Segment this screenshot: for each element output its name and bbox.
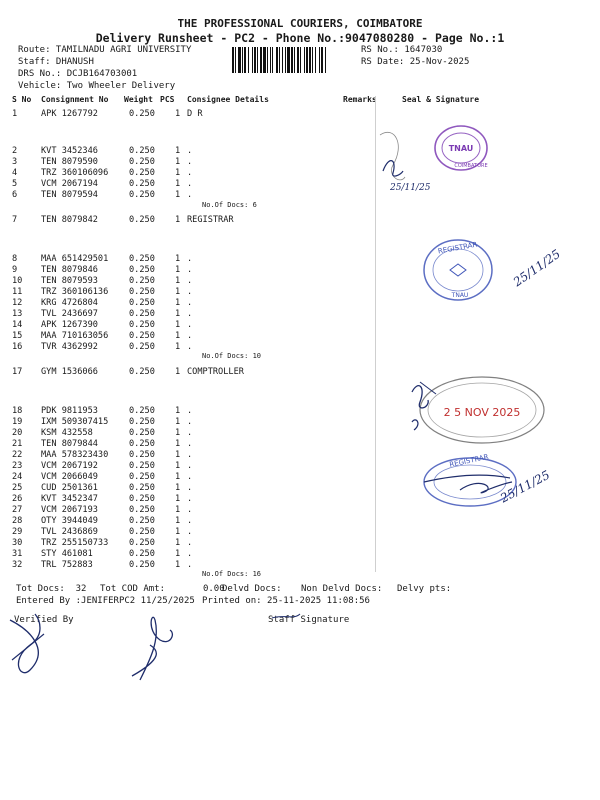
table-row <box>0 367 380 379</box>
sno-cell: 14 <box>12 320 23 330</box>
table-row <box>0 428 380 439</box>
page-subtitle: Delivery Runsheet - PC2 - Phone No.:9047080280 - Page No.:1 <box>95 31 505 45</box>
pcs-cell: 1 <box>175 494 181 504</box>
table-row <box>0 461 380 472</box>
consignment-cell: TRZ 360106096 <box>41 168 109 178</box>
consignment-cell: TEN 8079846 <box>41 265 98 275</box>
sno-cell: 27 <box>12 505 23 515</box>
table-row <box>0 190 380 201</box>
table-row <box>0 549 380 560</box>
stamp-3-ring: REGISTRAR <box>448 452 490 469</box>
barcode-bar <box>297 47 299 73</box>
pcs-cell: 1 <box>175 157 181 167</box>
barcode-bar <box>242 47 243 73</box>
weight-cell: 0.250 <box>129 516 155 526</box>
docs-count: No.Of Docs: 10 <box>202 352 262 360</box>
barcode-bar <box>312 47 313 73</box>
weight-cell: 0.250 <box>129 527 155 537</box>
weight-cell: 0.250 <box>129 406 155 416</box>
pcs-cell: 1 <box>175 298 181 308</box>
pcs-cell: 1 <box>175 516 181 526</box>
consignee-cell: . <box>187 439 193 449</box>
consignee-cell: . <box>187 516 193 526</box>
pcs-cell: 1 <box>175 428 181 438</box>
sno-cell: 23 <box>12 461 23 471</box>
weight-cell: 0.250 <box>129 190 155 200</box>
table-row <box>0 215 380 227</box>
col-pcs: PCS <box>160 95 175 104</box>
signature-2: 25/11/25 <box>510 246 563 290</box>
consignment-cell: TEN 8079844 <box>41 439 98 449</box>
weight-cell: 0.250 <box>129 494 155 504</box>
rs-date: RS Date: 25-Nov-2025 <box>361 57 470 67</box>
consignee-name: D R <box>187 109 203 119</box>
barcode-bar <box>272 47 273 73</box>
delivered-docs: Delvd Docs: <box>222 584 282 594</box>
pcs-cell: 1 <box>175 560 181 570</box>
consignment-cell: CUD 2501361 <box>41 483 98 493</box>
consignee-cell: . <box>187 560 193 570</box>
seal-stamp-2 <box>420 230 570 310</box>
footer-signatures <box>0 600 340 690</box>
sno-cell: 28 <box>12 516 23 526</box>
barcode <box>232 47 356 73</box>
weight-cell: 0.250 <box>129 450 155 460</box>
consignee-cell: . <box>187 254 193 264</box>
consignment-cell: VCM 2067192 <box>41 461 98 471</box>
col-seal: Seal & Signature <box>402 95 480 104</box>
consignee-cell: . <box>187 450 193 460</box>
consignee-cell: . <box>187 190 193 200</box>
barcode-bar <box>244 47 246 73</box>
consignment-cell: TEN 8079593 <box>41 276 98 286</box>
sno-cell: 6 <box>12 190 18 200</box>
sno-cell: 4 <box>12 168 18 178</box>
weight-cell: 0.250 <box>129 331 155 341</box>
consignee-cell: . <box>187 472 193 482</box>
staff-text: Staff: DHANUSH <box>18 57 94 67</box>
barcode-bar <box>294 47 295 73</box>
pcs-cell: 1 <box>175 109 181 119</box>
weight-cell: 0.250 <box>129 461 155 471</box>
pcs-cell: 1 <box>175 439 181 449</box>
pcs-cell: 1 <box>175 450 181 460</box>
route-text: Route: TAMILNADU AGRI UNIVERSITY <box>18 45 192 55</box>
pcs-cell: 1 <box>175 320 181 330</box>
barcode-bar <box>279 47 280 73</box>
table-row <box>0 342 380 353</box>
weight-cell: 0.250 <box>129 179 155 189</box>
consignment-cell: TVL 2436697 <box>41 309 98 319</box>
total-docs: Tot Docs: 32 <box>16 584 87 594</box>
sno-cell: 7 <box>12 215 18 225</box>
sno-cell: 16 <box>12 342 23 352</box>
barcode-bar <box>291 47 293 73</box>
sno-cell: 11 <box>12 287 23 297</box>
sno-cell: 22 <box>12 450 23 460</box>
table-row <box>0 538 380 549</box>
consignment-cell: STY 461081 <box>41 549 93 559</box>
consignment-cell: TEN 8079590 <box>41 157 98 167</box>
consignment-cell: PDK 9811953 <box>41 406 98 416</box>
sno-cell: 21 <box>12 439 23 449</box>
consignment-cell: KVT 3452346 <box>41 146 98 156</box>
consignment-cell: TRL 752883 <box>41 560 93 570</box>
sno-cell: 5 <box>12 179 18 189</box>
sno-cell: 13 <box>12 309 23 319</box>
table-row <box>0 109 380 121</box>
sno-cell: 26 <box>12 494 23 504</box>
consignment-cell: TEN 8079594 <box>41 190 98 200</box>
sno-cell: 12 <box>12 298 23 308</box>
consignee-cell: . <box>187 146 193 156</box>
sno-cell: 3 <box>12 157 18 167</box>
table-row <box>0 560 380 571</box>
barcode-bar <box>238 47 241 73</box>
consignee-cell: . <box>187 417 193 427</box>
col-sno: S No <box>12 95 32 104</box>
consignment-cell: KVT 3452347 <box>41 494 98 504</box>
weight-cell: 0.250 <box>129 320 155 330</box>
barcode-bar <box>306 47 308 73</box>
consignment-cell: TEN 8079842 <box>41 215 98 225</box>
pcs-cell: 1 <box>175 190 181 200</box>
barcode-bar <box>235 47 236 73</box>
barcode-bar <box>267 47 268 73</box>
table-row <box>0 406 380 417</box>
pcs-cell: 1 <box>175 179 181 189</box>
table-row <box>0 483 380 494</box>
barcode-bar <box>276 47 278 73</box>
barcode-bar <box>287 47 290 73</box>
sno-cell: 32 <box>12 560 23 570</box>
consignee-cell: . <box>187 276 193 286</box>
consignment-cell: KSM 432558 <box>41 428 93 438</box>
consignee-cell: . <box>187 461 193 471</box>
drs-number: DRS No.: DCJB164703001 <box>18 69 138 79</box>
consignee-cell: . <box>187 549 193 559</box>
pcs-cell: 1 <box>175 406 181 416</box>
sno-cell: 25 <box>12 483 23 493</box>
sno-cell: 17 <box>12 367 23 377</box>
consignment-cell: TVL 2436869 <box>41 527 98 537</box>
consignee-cell: . <box>187 179 193 189</box>
consignment-cell: GYM 1536066 <box>41 367 98 377</box>
verified-by-label: Verified By <box>14 615 74 625</box>
consignee-name: REGISTRAR <box>187 215 234 225</box>
table-row <box>0 516 380 527</box>
weight-cell: 0.250 <box>129 109 155 119</box>
table-row <box>0 146 380 157</box>
pcs-cell: 1 <box>175 276 181 286</box>
pcs-cell: 1 <box>175 342 181 352</box>
consignment-cell: TRZ 360106136 <box>41 287 109 297</box>
table-row <box>0 472 380 483</box>
consignment-cell: OTY 3944049 <box>41 516 98 526</box>
sno-cell: 20 <box>12 428 23 438</box>
table-row <box>0 527 380 538</box>
consignee-name: COMPTROLLER <box>187 367 244 377</box>
col-remarks: Remarks <box>343 95 377 104</box>
consignee-cell: . <box>187 527 193 537</box>
barcode-bar <box>252 47 253 73</box>
consignee-cell: . <box>187 538 193 548</box>
consignee-cell: . <box>187 168 193 178</box>
table-row <box>0 276 380 287</box>
non-delivered-docs: Non Delvd Docs: <box>301 584 383 594</box>
pcs-cell: 1 <box>175 483 181 493</box>
table-row <box>0 439 380 450</box>
consignee-cell: . <box>187 428 193 438</box>
weight-cell: 0.250 <box>129 168 155 178</box>
stamp-1-ring: COIMBATORE <box>454 163 488 169</box>
sno-cell: 30 <box>12 538 23 548</box>
docs-count: No.Of Docs: 16 <box>202 570 262 578</box>
consignment-cell: VCM 2067194 <box>41 179 98 189</box>
table-row <box>0 309 380 320</box>
col-consignment: Consignment No <box>41 95 109 104</box>
weight-cell: 0.250 <box>129 472 155 482</box>
consignment-cell: MAA 578323430 <box>41 450 109 460</box>
date-stamp: 2 5 NOV 2025 <box>443 406 521 419</box>
pcs-cell: 1 <box>175 505 181 515</box>
consignment-cell: MAA 651429501 <box>41 254 109 264</box>
barcode-bar <box>232 47 234 73</box>
consignment-cell: IXM 509307415 <box>41 417 109 427</box>
pcs-cell: 1 <box>175 265 181 275</box>
sno-cell: 1 <box>12 109 18 119</box>
weight-cell: 0.250 <box>129 505 155 515</box>
delivery-points: Delvy pts: <box>397 584 452 594</box>
barcode-bar <box>285 47 286 73</box>
page-title: THE PROFESSIONAL COURIERS, COIMBATORE <box>177 17 423 30</box>
weight-cell: 0.250 <box>129 549 155 559</box>
weight-cell: 0.250 <box>129 309 155 319</box>
table-row <box>0 157 380 168</box>
weight-cell: 0.250 <box>129 439 155 449</box>
weight-cell: 0.250 <box>129 538 155 548</box>
table-row <box>0 494 380 505</box>
rs-number: RS No.: 1647030 <box>361 45 443 55</box>
consignee-cell: . <box>187 505 193 515</box>
barcode-bar <box>309 47 311 73</box>
sno-cell: 18 <box>12 406 23 416</box>
barcode-bar <box>263 47 266 73</box>
pcs-cell: 1 <box>175 538 181 548</box>
weight-cell: 0.250 <box>129 157 155 167</box>
barcode-bar <box>248 47 249 73</box>
consignment-cell: TRZ 255150733 <box>41 538 109 548</box>
barcode-bar <box>254 47 256 73</box>
barcode-bar <box>304 47 305 73</box>
barcode-bar <box>282 47 283 73</box>
weight-cell: 0.250 <box>129 298 155 308</box>
barcode-bar <box>325 47 326 73</box>
pcs-cell: 1 <box>175 461 181 471</box>
seal-stamp-1 <box>375 115 510 205</box>
sno-cell: 9 <box>12 265 18 275</box>
consignment-cell: KRG 4726804 <box>41 298 98 308</box>
consignee-cell: . <box>187 483 193 493</box>
consignee-cell: . <box>187 331 193 341</box>
stamp-2-ring: REGISTRAR <box>437 240 478 256</box>
pcs-cell: 1 <box>175 417 181 427</box>
barcode-bar <box>315 47 316 73</box>
table-row <box>0 417 380 428</box>
sno-cell: 19 <box>12 417 23 427</box>
consignment-cell: APK 1267390 <box>41 320 98 330</box>
consignment-cell: MAA 710163056 <box>41 331 109 341</box>
consignee-cell: . <box>187 342 193 352</box>
barcode-bar <box>319 47 320 73</box>
barcode-bar <box>321 47 323 73</box>
table-row <box>0 331 380 342</box>
signature-3: 25/11/25 <box>497 467 553 506</box>
docs-count: No.Of Docs: 6 <box>202 201 257 209</box>
weight-cell: 0.250 <box>129 483 155 493</box>
consignee-cell: . <box>187 309 193 319</box>
table-row <box>0 265 380 276</box>
pcs-cell: 1 <box>175 527 181 537</box>
printed-on: Printed on: 25-11-2025 11:08:56 <box>202 596 370 606</box>
pcs-cell: 1 <box>175 367 181 377</box>
consignment-cell: TVR 4362992 <box>41 342 98 352</box>
consignee-cell: . <box>187 265 193 275</box>
col-weight: Weight <box>124 95 153 104</box>
staff-signature-label: Staff Signature <box>268 615 350 625</box>
sno-cell: 29 <box>12 527 23 537</box>
barcode-bar <box>300 47 301 73</box>
total-cod: Tot COD Amt: 0.00 <box>100 584 225 594</box>
barcode-bar <box>270 47 271 73</box>
weight-cell: 0.250 <box>129 146 155 156</box>
pcs-cell: 1 <box>175 309 181 319</box>
consignee-cell: . <box>187 157 193 167</box>
consignee-cell: . <box>187 406 193 416</box>
entered-by: Entered By :JENIFERPC2 11/25/2025 <box>16 596 195 606</box>
weight-cell: 0.250 <box>129 265 155 275</box>
sno-cell: 24 <box>12 472 23 482</box>
table-row <box>0 320 380 331</box>
pcs-cell: 1 <box>175 549 181 559</box>
weight-cell: 0.250 <box>129 417 155 427</box>
vehicle-text: Vehicle: Two Wheeler Delivery <box>18 81 176 91</box>
weight-cell: 0.250 <box>129 560 155 570</box>
pcs-cell: 1 <box>175 168 181 178</box>
pcs-cell: 1 <box>175 254 181 264</box>
col-consignee: Consignee Details <box>187 95 269 104</box>
consignee-cell: . <box>187 287 193 297</box>
table-row <box>0 450 380 461</box>
sno-cell: 31 <box>12 549 23 559</box>
consignment-cell: VCM 2067193 <box>41 505 98 515</box>
table-row <box>0 254 380 265</box>
pcs-cell: 1 <box>175 287 181 297</box>
pcs-cell: 1 <box>175 146 181 156</box>
barcode-bar <box>257 47 258 73</box>
table-row <box>0 179 380 190</box>
pcs-cell: 1 <box>175 472 181 482</box>
table-row <box>0 168 380 179</box>
seal-stamp-3 <box>400 372 560 517</box>
sno-cell: 8 <box>12 254 18 264</box>
consignee-cell: . <box>187 320 193 330</box>
stamp-1-text: TNAU <box>448 144 474 153</box>
sno-cell: 15 <box>12 331 23 341</box>
weight-cell: 0.250 <box>129 215 155 225</box>
weight-cell: 0.250 <box>129 276 155 286</box>
weight-cell: 0.250 <box>129 367 155 377</box>
consignment-cell: VCM 2066049 <box>41 472 98 482</box>
weight-cell: 0.250 <box>129 254 155 264</box>
weight-cell: 0.250 <box>129 342 155 352</box>
consignee-cell: . <box>187 494 193 504</box>
weight-cell: 0.250 <box>129 428 155 438</box>
sno-cell: 2 <box>12 146 18 156</box>
pcs-cell: 1 <box>175 331 181 341</box>
consignee-cell: . <box>187 298 193 308</box>
stamp-2-bottom: TNAU <box>451 292 469 299</box>
table-row <box>0 287 380 298</box>
barcode-bar <box>260 47 262 73</box>
consignment-cell: APK 1267792 <box>41 109 98 119</box>
signature-1: 25/11/25 <box>390 183 431 193</box>
table-row <box>0 298 380 309</box>
weight-cell: 0.250 <box>129 287 155 297</box>
sno-cell: 10 <box>12 276 23 286</box>
table-row <box>0 505 380 516</box>
pcs-cell: 1 <box>175 215 181 225</box>
